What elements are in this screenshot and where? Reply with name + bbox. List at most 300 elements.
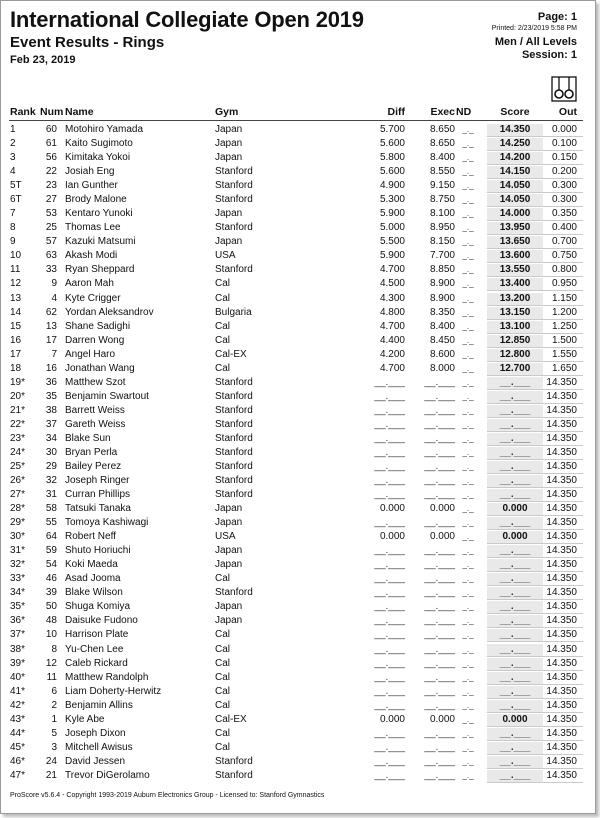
cell-score: __.___ — [499, 587, 531, 599]
cell-name: Blake Sun — [65, 432, 111, 444]
cell-diff: 5.900 — [379, 208, 405, 220]
cell-exec: 0.000 — [429, 531, 455, 543]
cell-out: 14.350 — [546, 741, 577, 753]
cell-diff: __.___ — [374, 461, 405, 472]
cell-diff: __.___ — [374, 489, 405, 500]
cell-num: 46 — [45, 573, 57, 585]
cell-diff: 5.300 — [379, 194, 405, 206]
table-row — [1, 348, 595, 362]
cell-rank: 39* — [10, 657, 26, 669]
cell-out: 1.200 — [551, 306, 577, 318]
table-row — [1, 558, 595, 572]
cell-gym: Stanford — [215, 489, 253, 500]
cell-gym: Cal — [215, 671, 231, 683]
cell-num: 63 — [45, 250, 57, 262]
cell-score: __.___ — [499, 727, 531, 739]
cell-out: 14.350 — [546, 376, 577, 388]
cell-gym: Japan — [215, 208, 243, 220]
cell-name: Asad Jooma — [65, 573, 121, 585]
cell-gym: Japan — [215, 236, 243, 248]
cell-diff: 4.400 — [379, 334, 405, 346]
cell-nd: _._ — [462, 588, 474, 598]
cell-gym: Cal — [215, 292, 231, 304]
cell-score: 12.800 — [499, 348, 531, 360]
cell-score: __.___ — [499, 615, 531, 627]
cell-exec: 8.850 — [429, 264, 455, 276]
cell-diff: 0.000 — [379, 713, 405, 725]
cell-out: 0.700 — [551, 236, 577, 248]
cell-exec: __.___ — [424, 446, 455, 458]
cell-diff: 0.000 — [379, 503, 405, 515]
table-row — [1, 572, 595, 586]
cell-diff: 4.900 — [379, 180, 405, 192]
cell-num: 2 — [51, 699, 57, 711]
cell-rank: 43* — [10, 713, 26, 725]
cell-gym: Cal — [215, 362, 231, 374]
cell-diff: __.___ — [374, 657, 405, 669]
cell-gym: Cal — [215, 699, 231, 711]
cell-num: 4 — [51, 292, 57, 304]
cell-nd: _._ — [462, 125, 474, 134]
cell-rank: 4 — [10, 166, 16, 178]
cell-name: Kimitaka Yokoi — [65, 152, 131, 164]
cell-num: 30 — [45, 446, 57, 458]
cell-diff: __.___ — [374, 517, 405, 529]
cell-diff: __.___ — [374, 404, 405, 416]
cell-gym: Stanford — [215, 432, 253, 444]
cell-rank: 2 — [10, 138, 16, 149]
cell-out: 14.350 — [546, 643, 577, 655]
cell-diff: __.___ — [374, 629, 405, 641]
meet-title: International Collegiate Open 2019 — [10, 7, 364, 32]
cell-out: 0.150 — [551, 152, 577, 164]
cell-name: Benjamin Swartout — [65, 390, 149, 402]
cell-score: __.___ — [499, 517, 531, 529]
table-row — [1, 123, 595, 137]
cell-nd: _._ — [462, 223, 474, 233]
cell-score: 13.600 — [499, 250, 531, 262]
cell-out: 14.350 — [546, 432, 577, 444]
cell-out: 14.350 — [546, 769, 577, 781]
cell-out: 14.350 — [546, 545, 577, 557]
col-header-diff: Diff — [387, 106, 405, 118]
table-row — [1, 530, 595, 544]
col-header-rank: Rank — [10, 106, 36, 118]
cell-name: Darren Wong — [65, 334, 125, 346]
cell-rank: 8 — [10, 222, 16, 234]
cell-score: __.___ — [499, 390, 531, 402]
cell-diff: __.___ — [374, 727, 405, 739]
printed-timestamp: Printed: 2/23/2019 5:58 PM — [491, 25, 577, 32]
cell-nd: _._ — [462, 349, 474, 359]
cell-rank: 1 — [10, 124, 16, 135]
cell-num: 32 — [45, 475, 57, 486]
cell-nd: _._ — [462, 265, 474, 275]
cell-rank: 27* — [10, 489, 26, 500]
cell-num: 6 — [51, 685, 57, 697]
cell-rank: 46* — [10, 755, 26, 767]
cell-name: Bailey Perez — [65, 461, 122, 472]
cell-name: Trevor DiGerolamo — [65, 769, 150, 781]
cell-name: Shuga Komiya — [65, 601, 131, 613]
cell-score: 14.150 — [499, 166, 531, 178]
cell-name: Shane Sadighi — [65, 320, 131, 332]
cell-nd: _._ — [462, 335, 474, 345]
cell-rank: 14 — [10, 306, 22, 318]
cell-gym: Bulgaria — [215, 306, 252, 318]
cell-score: 13.100 — [499, 320, 531, 332]
cell-name: Blake Wilson — [65, 587, 123, 599]
cell-name: Yu-Chen Lee — [65, 643, 124, 655]
cell-nd: _._ — [462, 307, 474, 317]
cell-name: Josiah Eng — [65, 166, 115, 178]
cell-gym: Stanford — [215, 194, 253, 206]
cell-gym: Japan — [215, 517, 243, 529]
cell-out: 14.350 — [546, 418, 577, 430]
cell-out: 14.350 — [546, 446, 577, 458]
cell-exec: __.___ — [424, 475, 455, 486]
cell-num: 55 — [45, 517, 57, 529]
cell-out: 14.350 — [546, 713, 577, 725]
cell-rank: 30* — [10, 531, 26, 543]
cell-name: Akash Modi — [65, 250, 118, 262]
table-row — [1, 137, 595, 151]
cell-num: 57 — [45, 236, 57, 248]
cell-num: 11 — [46, 671, 57, 683]
cell-score: 13.400 — [499, 278, 531, 290]
table-row — [1, 277, 595, 291]
cell-out: 0.800 — [551, 264, 577, 276]
cell-score: __.___ — [499, 699, 531, 711]
cell-num: 48 — [45, 615, 57, 627]
cell-diff: __.___ — [374, 671, 405, 683]
cell-diff: 5.700 — [379, 124, 405, 135]
cell-out: 14.350 — [546, 517, 577, 529]
cell-out: 0.100 — [551, 138, 577, 149]
cell-exec: 8.400 — [429, 152, 455, 164]
cell-gym: Cal — [215, 741, 231, 753]
cell-score: __.___ — [499, 685, 531, 697]
col-header-score: Score — [500, 106, 530, 118]
table-row — [1, 544, 595, 558]
cell-num: 10 — [45, 629, 57, 641]
cell-score: 12.700 — [499, 362, 531, 374]
cell-num: 25 — [45, 222, 57, 234]
cell-gym: Japan — [215, 559, 243, 571]
cell-out: 0.350 — [551, 208, 577, 220]
level-label: Men / All Levels — [494, 36, 577, 48]
cell-num: 60 — [45, 124, 57, 135]
cell-num: 21 — [45, 769, 57, 781]
cell-rank: 36* — [10, 615, 26, 627]
cell-score: 0.000 — [502, 503, 528, 515]
cell-out: 0.750 — [551, 250, 577, 262]
cell-score: 14.250 — [499, 138, 531, 149]
table-row — [1, 586, 595, 600]
cell-nd: _._ — [462, 728, 474, 738]
cell-score: __.___ — [499, 629, 531, 641]
cell-score: __.___ — [499, 432, 531, 444]
cell-nd: _._ — [462, 237, 474, 247]
cell-out: 14.350 — [546, 573, 577, 585]
cell-nd: _._ — [462, 251, 474, 261]
cell-num: 24 — [45, 755, 57, 767]
cell-exec: __.___ — [424, 657, 455, 669]
cell-exec: 9.150 — [429, 180, 455, 192]
table-row — [1, 404, 595, 418]
cell-out: 14.350 — [546, 755, 577, 767]
cell-nd: _._ — [462, 462, 474, 471]
cell-rank: 34* — [10, 587, 26, 599]
cell-rank: 42* — [10, 699, 26, 711]
cell-nd: _._ — [462, 167, 474, 177]
cell-diff: 4.200 — [379, 348, 405, 360]
cell-exec: 8.650 — [429, 138, 455, 149]
cell-exec: 7.700 — [429, 250, 455, 262]
cell-diff: 4.500 — [379, 278, 405, 290]
cell-score: __.___ — [499, 461, 531, 472]
cell-nd: _._ — [462, 153, 474, 163]
cell-out: 0.200 — [551, 166, 577, 178]
cell-nd: _._ — [462, 658, 474, 668]
table-row — [1, 460, 595, 474]
cell-exec: __.___ — [424, 769, 455, 781]
cell-exec: __.___ — [424, 755, 455, 767]
table-row — [1, 516, 595, 530]
cell-gym: Stanford — [215, 461, 253, 472]
cell-exec: __.___ — [424, 573, 455, 585]
cell-exec: 0.000 — [429, 713, 455, 725]
table-row — [1, 713, 595, 727]
cell-score: 14.050 — [499, 180, 531, 192]
cell-rank: 28* — [10, 503, 26, 515]
cell-diff: 4.700 — [379, 320, 405, 332]
cell-nd: _._ — [462, 742, 474, 752]
cell-out: 14.350 — [546, 685, 577, 697]
cell-name: Ian Gunther — [65, 180, 118, 192]
col-header-nd: ND — [456, 106, 472, 118]
table-row — [1, 769, 595, 783]
cell-name: Kaito Sugimoto — [65, 138, 133, 149]
cell-gym: Cal — [215, 727, 231, 739]
cell-diff: __.___ — [374, 446, 405, 458]
cell-score: __.___ — [499, 755, 531, 767]
cell-exec: 8.100 — [429, 208, 455, 220]
cell-exec: 8.400 — [429, 320, 455, 332]
cell-diff: __.___ — [374, 418, 405, 430]
cell-name: Harrison Plate — [65, 629, 129, 641]
cell-score: 14.350 — [499, 124, 531, 135]
cell-gym: Stanford — [215, 755, 253, 767]
cell-rank: 19* — [10, 376, 26, 388]
cell-nd: _._ — [462, 433, 474, 443]
cell-exec: __.___ — [424, 671, 455, 683]
cell-diff: 5.900 — [379, 250, 405, 262]
cell-score: __.___ — [499, 404, 531, 416]
table-row — [1, 390, 595, 404]
cell-name: Joseph Ringer — [65, 475, 130, 486]
cell-rank: 17 — [10, 348, 22, 360]
cell-name: Ryan Sheppard — [65, 264, 135, 276]
cell-num: 37 — [45, 418, 57, 430]
cell-name: Angel Haro — [65, 348, 116, 360]
cell-exec: 8.150 — [429, 236, 455, 248]
cell-rank: 41* — [10, 685, 26, 697]
cell-exec: __.___ — [424, 699, 455, 711]
cell-nd: _._ — [462, 476, 474, 485]
cell-rank: 35* — [10, 601, 26, 613]
cell-out: 14.350 — [546, 404, 577, 416]
cell-num: 53 — [45, 208, 57, 220]
cell-rank: 16 — [10, 334, 22, 346]
cell-gym: Cal-EX — [215, 348, 247, 360]
cell-diff: 5.000 — [379, 222, 405, 234]
table-row — [1, 727, 595, 741]
cell-num: 23 — [45, 180, 57, 192]
cell-score: __.___ — [499, 601, 531, 613]
cell-diff: __.___ — [374, 376, 405, 388]
cell-gym: Cal — [215, 629, 231, 641]
cell-gym: Cal — [215, 657, 231, 669]
cell-exec: __.___ — [424, 489, 455, 500]
cell-exec: __.___ — [424, 390, 455, 402]
cell-exec: __.___ — [424, 615, 455, 627]
cell-name: Shuto Horiuchi — [65, 545, 131, 557]
cell-rank: 13 — [10, 292, 22, 304]
cell-score: 13.950 — [499, 222, 531, 234]
cell-nd: _._ — [462, 504, 474, 514]
cell-rank: 33* — [10, 573, 26, 585]
cell-name: Thomas Lee — [65, 222, 121, 234]
cell-out: 14.350 — [546, 587, 577, 599]
cell-exec: 8.750 — [429, 194, 455, 206]
cell-gym: USA — [215, 250, 236, 262]
cell-nd: _._ — [462, 672, 474, 682]
cell-exec: __.___ — [424, 404, 455, 416]
table-row — [1, 334, 595, 348]
cell-name: Matthew Szot — [65, 376, 126, 388]
cell-nd: _._ — [462, 714, 474, 724]
cell-exec: 8.950 — [429, 222, 455, 234]
cell-score: __.___ — [499, 671, 531, 683]
cell-exec: 8.350 — [429, 306, 455, 318]
cell-gym: Cal — [215, 573, 231, 585]
cell-nd: _._ — [462, 518, 474, 528]
cell-exec: 8.600 — [429, 348, 455, 360]
cell-num: 29 — [45, 461, 57, 472]
cell-score: 0.000 — [502, 713, 528, 725]
cell-exec: __.___ — [424, 587, 455, 599]
cell-num: 34 — [45, 432, 57, 444]
cell-out: 14.350 — [546, 671, 577, 683]
cell-num: 12 — [45, 657, 57, 669]
cell-diff: __.___ — [374, 587, 405, 599]
cell-gym: Cal — [215, 643, 231, 655]
cell-out: 14.350 — [546, 601, 577, 613]
cell-gym: Stanford — [215, 180, 253, 192]
cell-num: 38 — [45, 404, 57, 416]
cell-num: 3 — [51, 741, 57, 753]
session-label: Session: 1 — [521, 49, 577, 61]
cell-rank: 31* — [10, 545, 26, 557]
cell-name: Tomoya Kashiwagi — [65, 517, 149, 529]
cell-name: Gareth Weiss — [65, 418, 126, 430]
cell-nd: _._ — [462, 293, 474, 303]
cell-score: 13.150 — [499, 306, 531, 318]
cell-num: 50 — [45, 601, 57, 613]
cell-rank: 44* — [10, 727, 26, 739]
cell-out: 1.550 — [551, 348, 577, 360]
cell-out: 14.350 — [546, 615, 577, 627]
cell-num: 5 — [51, 727, 57, 739]
table-row — [1, 320, 595, 334]
cell-score: 14.050 — [499, 194, 531, 206]
table-row — [1, 193, 595, 207]
cell-name: Curran Phillips — [65, 489, 131, 500]
cell-num: 22 — [45, 166, 57, 178]
cell-rank: 15 — [10, 320, 22, 332]
cell-nd: _._ — [462, 195, 474, 205]
cell-gym: Japan — [215, 138, 243, 149]
table-row — [1, 263, 595, 277]
cell-rank: 22* — [10, 418, 26, 430]
cell-name: Jonathan Wang — [65, 362, 135, 374]
cell-diff: __.___ — [374, 769, 405, 781]
cell-rank: 11 — [10, 264, 21, 276]
cell-rank: 3 — [10, 152, 16, 164]
cell-exec: 8.450 — [429, 334, 455, 346]
table-row — [1, 292, 595, 306]
cell-diff: __.___ — [374, 699, 405, 711]
cell-diff: __.___ — [374, 685, 405, 697]
cell-name: Kentaro Yunoki — [65, 208, 133, 220]
cell-diff: __.___ — [374, 475, 405, 486]
cell-rank: 26* — [10, 475, 26, 486]
cell-score: __.___ — [499, 545, 531, 557]
table-row — [1, 249, 595, 263]
cell-name: Caleb Rickard — [65, 657, 128, 669]
cell-rank: 37* — [10, 629, 26, 641]
cell-diff: __.___ — [374, 545, 405, 557]
cell-diff: __.___ — [374, 559, 405, 571]
cell-diff: 4.700 — [379, 264, 405, 276]
cell-num: 62 — [45, 306, 57, 318]
cell-score: 0.000 — [502, 531, 528, 543]
cell-name: Kyle Abe — [65, 713, 105, 725]
cell-nd: _._ — [462, 419, 474, 429]
table-row — [1, 362, 595, 376]
cell-rank: 9 — [10, 236, 16, 248]
cell-exec: 8.900 — [429, 278, 455, 290]
cell-out: 0.300 — [551, 180, 577, 192]
cell-name: Kazuki Matsumi — [65, 236, 136, 248]
cell-rank: 6T — [10, 194, 22, 206]
cell-exec: __.___ — [424, 601, 455, 613]
cell-diff: __.___ — [374, 390, 405, 402]
cell-score: __.___ — [499, 559, 531, 571]
cell-num: 54 — [45, 559, 57, 571]
cell-num: 31 — [45, 489, 57, 500]
cell-gym: Japan — [215, 615, 243, 627]
cell-out: 14.350 — [546, 629, 577, 641]
cell-gym: Stanford — [215, 166, 253, 178]
cell-num: 36 — [45, 376, 57, 388]
cell-diff: 0.000 — [379, 531, 405, 543]
cell-num: 35 — [45, 390, 57, 402]
table-row — [1, 643, 595, 657]
cell-num: 8 — [51, 643, 57, 655]
table-row — [1, 376, 595, 390]
